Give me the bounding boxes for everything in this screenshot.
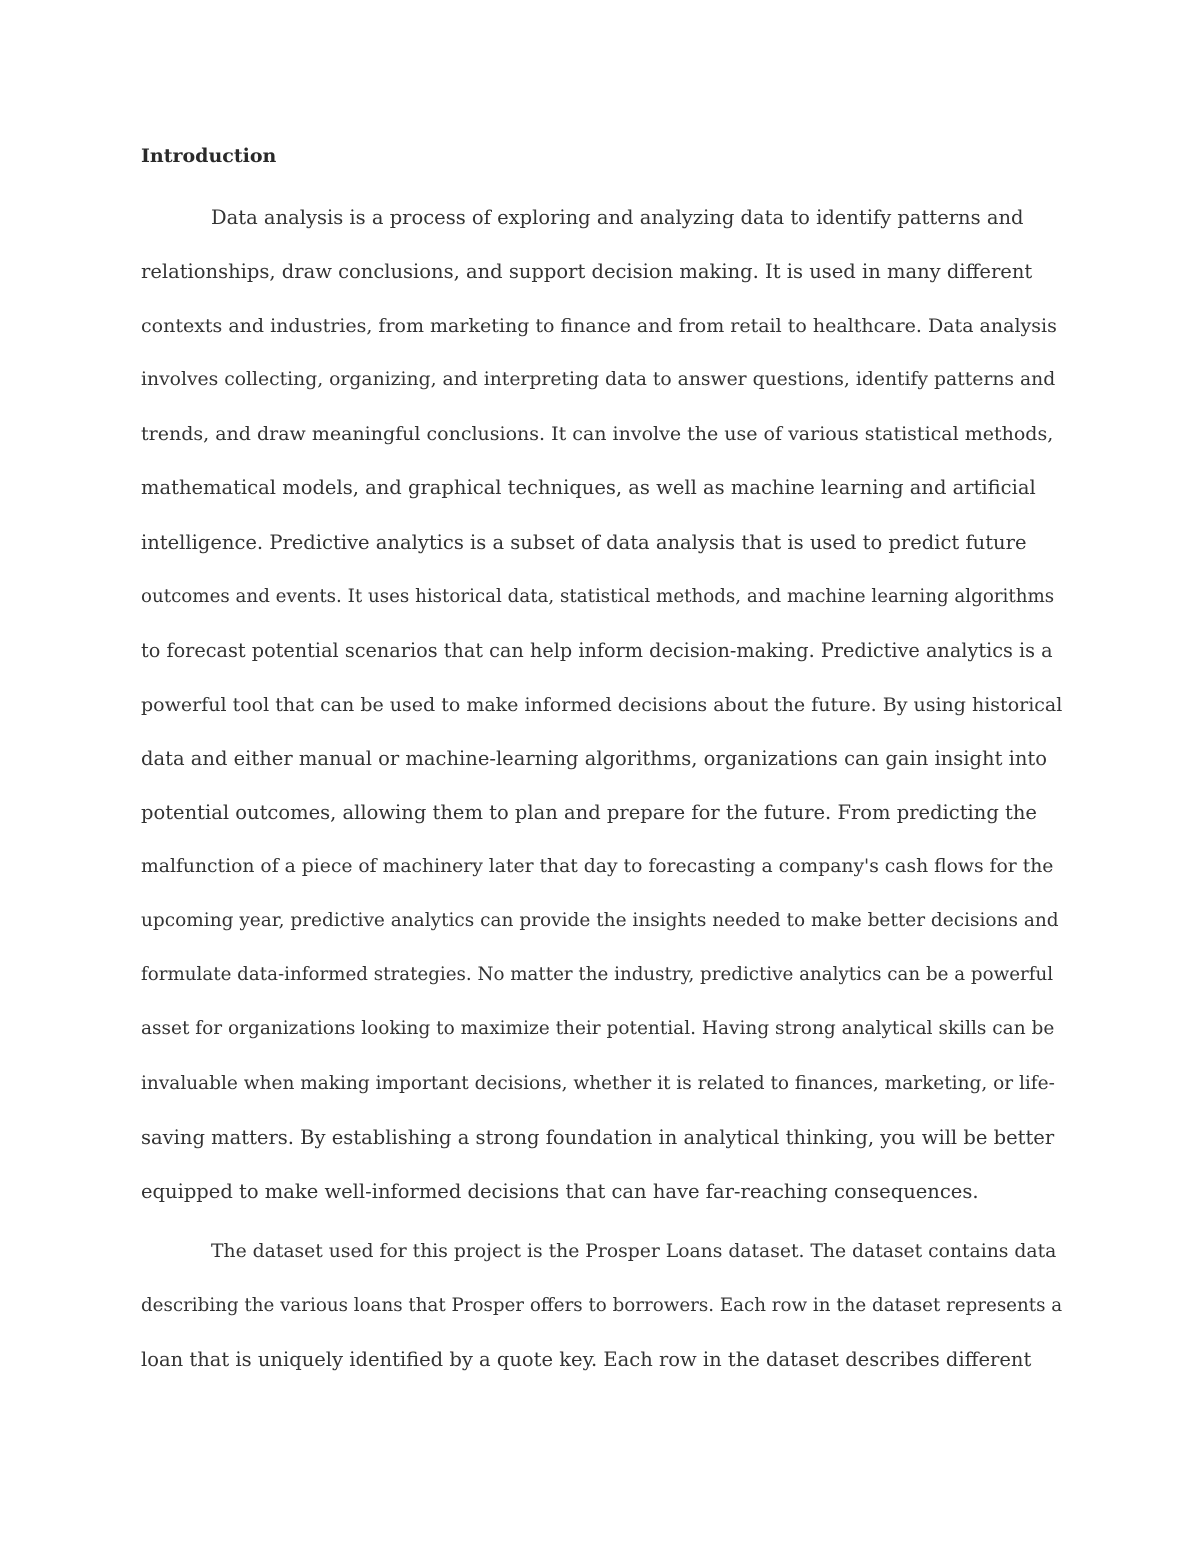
paragraph-line: malfunction of a piece of machinery later that day to forecasting a company's cash flows for the — [141, 856, 1054, 878]
paragraph-line: Data analysis is a process of exploring and analyzing data to identify patterns and — [211, 206, 1024, 229]
document-body — [141, 141, 1063, 1387]
paragraph-line: upcoming year, predictive analytics can provide the insights needed to make better decisions and — [141, 910, 1059, 932]
paragraph-line: loan that is uniquely identified by a quote key. Each row in the dataset describes different — [141, 1347, 1032, 1371]
paragraph-line: trends, and draw meaningful conclusions. It can involve the use of various statistical methods, — [141, 423, 1054, 446]
paragraph-line: describing the various loans that Prosper offers to borrowers. Each row in the dataset represents a — [141, 1294, 1063, 1316]
paragraph-line: relationships, draw conclusions, and support decision making. It is used in many different — [141, 260, 1033, 284]
paragraph-line: contexts and industries, from marketing to finance and from retail to healthcare. Data analysis — [141, 315, 1057, 338]
paragraph-line: involves collecting, organizing, and interpreting data to answer questions, identify patterns and — [141, 369, 1056, 391]
paragraph-2 — [141, 1225, 1063, 1387]
paragraph-line: mathematical models, and graphical techniques, as well as machine learning and artificial — [141, 476, 1036, 500]
paragraph-line: invaluable when making important decisions, whether it is related to finances, marketing, or life- — [141, 1072, 1055, 1094]
paragraph-line: to forecast potential scenarios that can help inform decision-making. Predictive analytics is a — [141, 638, 1053, 662]
paragraph-line: potential outcomes, allowing them to plan and prepare for the future. From predicting the — [141, 801, 1037, 825]
paragraph-line: The dataset used for this project is the Prosper Loans dataset. The dataset contains data — [211, 1240, 1057, 1262]
paragraph-line: powerful tool that can be used to make informed decisions about the future. By using historical — [141, 693, 1063, 716]
paragraph-line: intelligence. Predictive analytics is a subset of data analysis that is used to predict future — [141, 530, 1027, 554]
paragraph-line: equipped to make well-informed decisions that can have far-reaching consequences. — [141, 1179, 979, 1203]
paragraph-line: formulate data-informed strategies. No matter the industry, predictive analytics can be a powerful — [141, 964, 1054, 986]
paragraph-1 — [141, 191, 1063, 1219]
section-heading: Introduction — [141, 145, 277, 167]
paragraph-line: data and either manual or machine-learning algorithms, organizations can gain insight into — [141, 746, 1047, 770]
paragraph-line: outcomes and events. It uses historical data, statistical methods, and machine learning algorithms — [141, 585, 1055, 607]
paragraph-line: asset for organizations looking to maximize their potential. Having strong analytical skills can be — [141, 1018, 1055, 1040]
paragraph-line: saving matters. By establishing a strong foundation in analytical thinking, you will be better — [141, 1125, 1055, 1149]
